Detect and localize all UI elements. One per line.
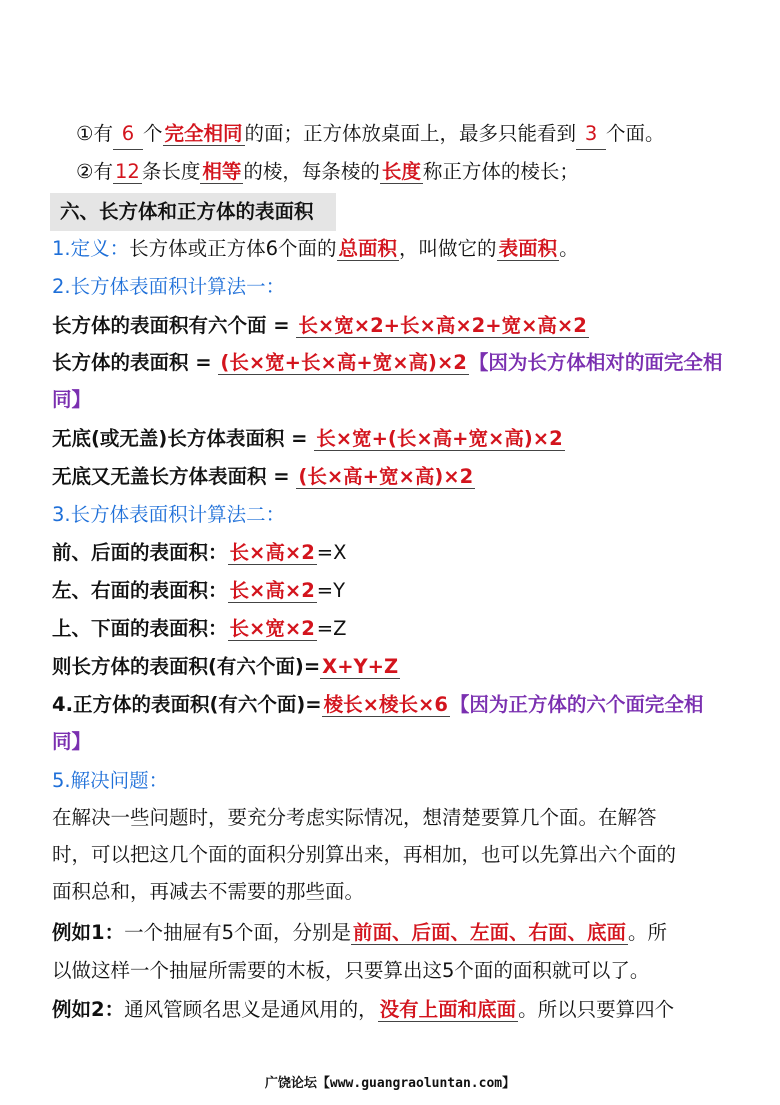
formula: 前面、后面、左面、右面、底面 — [353, 921, 627, 944]
example1-line: 例如1：一个抽屉有5个面，分别是 前面、后面、左面、右面、底面 。所 — [52, 921, 668, 944]
method1-row: 长方体的表面积有六个面 = 长×宽×2+长×高×2+宽×高×2 — [52, 314, 587, 337]
section-heading: 六、长方体和正方体的表面积 — [50, 193, 336, 231]
footer — [0, 1072, 780, 1091]
blank-length: 长度 — [381, 160, 421, 183]
method2-total: 则长方体的表面积(有六个面)= X+Y+Z — [52, 655, 399, 678]
example1-continued: 以做这样一个抽屉所需要的木板，只要算出这5个面的面积就可以了。 — [52, 959, 650, 982]
note: 【因为长方体相对的面完全相 — [468, 351, 723, 374]
note: 【因为正方体的六个面完全相 — [449, 693, 704, 716]
method2-title: 3.长方体表面积计算法二： — [52, 503, 286, 526]
formula: 长×高×2 — [229, 579, 315, 602]
formula: 长×宽×2+长×高×2+宽×高×2 — [298, 314, 587, 337]
cube-property-edges: ②有 12 条长度 相等 的棱，每条棱的 长度 称正方体的棱长； — [76, 160, 579, 183]
footer-url[interactable]: 【www.guangraoluntan.com】 — [316, 1076, 516, 1091]
formula: 棱长×棱长×6 — [323, 693, 448, 716]
paragraph-line: 面积总和，再减去不需要的那些面。 — [52, 880, 365, 903]
formula: 没有上面和底面 — [379, 998, 517, 1021]
blank-visible-faces: 3 — [576, 119, 606, 150]
method1-title: 2.长方体表面积计算法一： — [52, 275, 286, 298]
note-continued: 同】 — [52, 730, 92, 753]
formula: (长×宽+长×高+宽×高)×2 — [220, 351, 467, 374]
problems-title: 5.解决问题： — [52, 769, 169, 792]
definition-line: 1.定义：长方体或正方体6个面的 总面积 ，叫做它的 表面积 。 — [52, 237, 579, 260]
example2-line: 例如2：通风管顾名思义是通风用的， 没有上面和底面 。所以只要算四个 — [52, 998, 675, 1021]
formula: 长×宽+(长×高+宽×高)×2 — [316, 427, 563, 450]
method2-row: 上、下面的表面积： 长×宽×2 =Z — [52, 617, 347, 640]
blank-face-count: 6 — [113, 119, 143, 150]
formula: 长×高×2 — [229, 541, 315, 564]
paragraph-line: 在解决一些问题时，要充分考虑实际情况，想清楚要算几个面。在解答 — [52, 806, 657, 829]
formula: 长×宽×2 — [229, 617, 315, 640]
blank-total-area: 总面积 — [338, 237, 398, 260]
note-continued: 同】 — [52, 388, 92, 411]
method1-row: 无底(或无盖)长方体表面积 = 长×宽+(长×高+宽×高)×2 — [52, 427, 563, 450]
blank-edge-count: 12 — [114, 160, 140, 183]
method2-row: 前、后面的表面积： 长×高×2 =X — [52, 541, 347, 564]
method1-row: 长方体的表面积 = (长×宽+长×高+宽×高)×2 【因为长方体相对的面完全相 — [52, 351, 723, 374]
formula: X+Y+Z — [322, 655, 399, 678]
blank-equal: 相等 — [202, 160, 242, 183]
blank-identical: 完全相同 — [164, 122, 243, 145]
cube-area-row: 4.正方体的表面积(有六个面)= 棱长×棱长×6 【因为正方体的六个面完全相 — [52, 693, 704, 716]
method1-row: 无底又无盖长方体表面积 = (长×高+宽×高)×2 — [52, 465, 474, 488]
blank-surface-area: 表面积 — [498, 237, 558, 260]
footer-site-name: 广饶论坛 — [264, 1076, 317, 1091]
cube-property-faces: ①有 6 个 完全相同 的面；正方体放桌面上，最多只能看到 3 个面。 — [76, 119, 732, 150]
formula: (长×高+宽×高)×2 — [298, 465, 474, 488]
paragraph-line: 时，可以把这几个面的面积分别算出来，再相加，也可以先算出六个面的 — [52, 843, 677, 866]
method2-row: 左、右面的表面积： 长×高×2 =Y — [52, 579, 346, 602]
